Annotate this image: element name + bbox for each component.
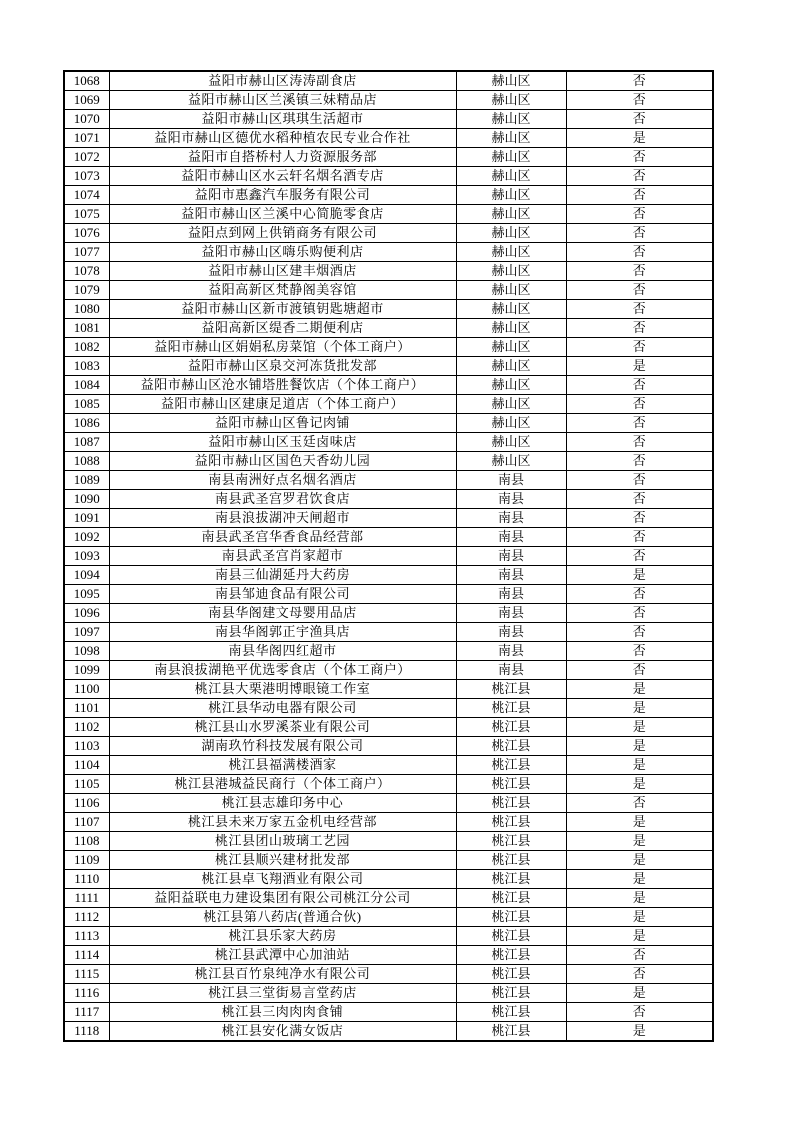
table-row [64, 528, 713, 547]
business-name-cell: 南县武圣宫罗君饮食店 [109, 490, 456, 509]
district-cell: 南县 [456, 509, 566, 528]
flag-cell: 否 [566, 794, 713, 813]
business-name-cell: 益阳市赫山区建丰烟酒店 [109, 262, 456, 281]
business-list-table [63, 70, 714, 1042]
table-row [64, 775, 713, 794]
business-name-cell: 南县三仙湖延丹大药房 [109, 566, 456, 585]
district-cell: 赫山区 [456, 433, 566, 452]
table-row [64, 319, 713, 338]
row-number-cell: 1071 [64, 129, 109, 148]
row-number-cell: 1108 [64, 832, 109, 851]
flag-cell: 是 [566, 984, 713, 1003]
table-row [64, 756, 713, 775]
district-cell: 赫山区 [456, 186, 566, 205]
table-row [64, 224, 713, 243]
business-name-cell: 益阳高新区缇香二期便利店 [109, 319, 456, 338]
table-row [64, 794, 713, 813]
row-number-cell: 1087 [64, 433, 109, 452]
row-number-cell: 1118 [64, 1022, 109, 1042]
business-name-cell: 桃江县三肉肉肉食铺 [109, 1003, 456, 1022]
district-cell: 桃江县 [456, 775, 566, 794]
flag-cell: 否 [566, 395, 713, 414]
business-name-cell: 桃江县团山玻璃工艺园 [109, 832, 456, 851]
business-name-cell: 桃江县未来万家五金机电经营部 [109, 813, 456, 832]
flag-cell: 否 [566, 509, 713, 528]
row-number-cell: 1104 [64, 756, 109, 775]
table-row [64, 281, 713, 300]
flag-cell: 否 [566, 167, 713, 186]
table-row [64, 699, 713, 718]
row-number-cell: 1097 [64, 623, 109, 642]
row-number-cell: 1070 [64, 110, 109, 129]
row-number-cell: 1069 [64, 91, 109, 110]
row-number-cell: 1080 [64, 300, 109, 319]
district-cell: 桃江县 [456, 680, 566, 699]
flag-cell: 是 [566, 870, 713, 889]
row-number-cell: 1093 [64, 547, 109, 566]
district-cell: 赫山区 [456, 300, 566, 319]
district-cell: 桃江县 [456, 813, 566, 832]
flag-cell: 否 [566, 186, 713, 205]
district-cell: 桃江县 [456, 718, 566, 737]
table-row [64, 262, 713, 281]
district-cell: 桃江县 [456, 794, 566, 813]
row-number-cell: 1095 [64, 585, 109, 604]
business-name-cell: 桃江县百竹泉纯净水有限公司 [109, 965, 456, 984]
row-number-cell: 1110 [64, 870, 109, 889]
flag-cell: 否 [566, 205, 713, 224]
table-row [64, 490, 713, 509]
business-name-cell: 桃江县山水罗溪茶业有限公司 [109, 718, 456, 737]
district-cell: 南县 [456, 490, 566, 509]
flag-cell: 否 [566, 623, 713, 642]
flag-cell: 是 [566, 756, 713, 775]
business-name-cell: 南县武圣宫华香食品经营部 [109, 528, 456, 547]
row-number-cell: 1073 [64, 167, 109, 186]
row-number-cell: 1088 [64, 452, 109, 471]
row-number-cell: 1103 [64, 737, 109, 756]
district-cell: 南县 [456, 566, 566, 585]
row-number-cell: 1090 [64, 490, 109, 509]
district-cell: 赫山区 [456, 357, 566, 376]
business-name-cell: 湖南玖竹科技发展有限公司 [109, 737, 456, 756]
table-row [64, 661, 713, 680]
district-cell: 桃江县 [456, 889, 566, 908]
business-name-cell: 桃江县三堂街易言堂药店 [109, 984, 456, 1003]
business-name-cell: 桃江县安化满女饭店 [109, 1022, 456, 1042]
row-number-cell: 1086 [64, 414, 109, 433]
flag-cell: 是 [566, 813, 713, 832]
flag-cell: 否 [566, 946, 713, 965]
flag-cell: 否 [566, 965, 713, 984]
table-row [64, 129, 713, 148]
business-name-cell: 桃江县乐家大药房 [109, 927, 456, 946]
table-row [64, 946, 713, 965]
flag-cell: 是 [566, 1022, 713, 1042]
business-name-cell: 益阳益联电力建设集团有限公司桃江分公司 [109, 889, 456, 908]
business-name-cell: 南县邹迪食品有限公司 [109, 585, 456, 604]
business-name-cell: 桃江县顺兴建材批发部 [109, 851, 456, 870]
table-row [64, 585, 713, 604]
district-cell: 南县 [456, 585, 566, 604]
flag-cell: 否 [566, 262, 713, 281]
business-name-cell: 桃江县大栗港明博眼镜工作室 [109, 680, 456, 699]
business-name-cell: 桃江县福满楼酒家 [109, 756, 456, 775]
row-number-cell: 1115 [64, 965, 109, 984]
flag-cell: 是 [566, 851, 713, 870]
flag-cell: 否 [566, 414, 713, 433]
table-row [64, 1022, 713, 1042]
table-row [64, 395, 713, 414]
district-cell: 赫山区 [456, 91, 566, 110]
business-name-cell: 桃江县港城益民商行（个体工商户） [109, 775, 456, 794]
district-cell: 桃江县 [456, 965, 566, 984]
district-cell: 赫山区 [456, 110, 566, 129]
row-number-cell: 1074 [64, 186, 109, 205]
business-name-cell: 益阳市惠鑫汽车服务有限公司 [109, 186, 456, 205]
business-name-cell: 桃江县卓飞翔酒业有限公司 [109, 870, 456, 889]
table-row [64, 376, 713, 395]
business-name-cell: 南县华阁四红超市 [109, 642, 456, 661]
table-row [64, 338, 713, 357]
flag-cell: 否 [566, 243, 713, 262]
business-name-cell: 益阳市赫山区涛涛副食店 [109, 71, 456, 91]
business-name-cell: 南县浪拔湖冲天闸超市 [109, 509, 456, 528]
flag-cell: 否 [566, 319, 713, 338]
table-row [64, 851, 713, 870]
table-row [64, 205, 713, 224]
row-number-cell: 1101 [64, 699, 109, 718]
row-number-cell: 1117 [64, 1003, 109, 1022]
table-row [64, 908, 713, 927]
table-row [64, 604, 713, 623]
business-name-cell: 桃江县武潭中心加油站 [109, 946, 456, 965]
table-row [64, 186, 713, 205]
row-number-cell: 1098 [64, 642, 109, 661]
district-cell: 南县 [456, 471, 566, 490]
flag-cell: 否 [566, 300, 713, 319]
flag-cell: 否 [566, 585, 713, 604]
business-name-cell: 益阳市赫山区水云轩名烟名酒专店 [109, 167, 456, 186]
business-name-cell: 桃江县第八药店(普通合伙) [109, 908, 456, 927]
table-row [64, 91, 713, 110]
table-row [64, 889, 713, 908]
row-number-cell: 1075 [64, 205, 109, 224]
flag-cell: 是 [566, 832, 713, 851]
table-row [64, 718, 713, 737]
row-number-cell: 1106 [64, 794, 109, 813]
business-name-cell: 南县华阁郭正宇渔具店 [109, 623, 456, 642]
row-number-cell: 1084 [64, 376, 109, 395]
table-row [64, 167, 713, 186]
district-cell: 赫山区 [456, 338, 566, 357]
row-number-cell: 1109 [64, 851, 109, 870]
business-name-cell: 益阳市赫山区兰溪中心简脆零食店 [109, 205, 456, 224]
table-row [64, 433, 713, 452]
table-row [64, 452, 713, 471]
flag-cell: 否 [566, 661, 713, 680]
district-cell: 桃江县 [456, 908, 566, 927]
row-number-cell: 1102 [64, 718, 109, 737]
table-body [64, 71, 713, 1041]
row-number-cell: 1107 [64, 813, 109, 832]
flag-cell: 否 [566, 642, 713, 661]
district-cell: 赫山区 [456, 224, 566, 243]
row-number-cell: 1077 [64, 243, 109, 262]
table-row [64, 148, 713, 167]
row-number-cell: 1079 [64, 281, 109, 300]
row-number-cell: 1111 [64, 889, 109, 908]
table-row [64, 1003, 713, 1022]
flag-cell: 否 [566, 452, 713, 471]
table-row [64, 737, 713, 756]
row-number-cell: 1092 [64, 528, 109, 547]
flag-cell: 否 [566, 148, 713, 167]
district-cell: 桃江县 [456, 832, 566, 851]
row-number-cell: 1116 [64, 984, 109, 1003]
district-cell: 赫山区 [456, 129, 566, 148]
table-row [64, 471, 713, 490]
row-number-cell: 1114 [64, 946, 109, 965]
district-cell: 桃江县 [456, 1003, 566, 1022]
row-number-cell: 1085 [64, 395, 109, 414]
flag-cell: 否 [566, 471, 713, 490]
table-row [64, 813, 713, 832]
table-row [64, 414, 713, 433]
flag-cell: 是 [566, 718, 713, 737]
business-name-cell: 益阳市赫山区沧水铺塔胜餐饮店（个体工商户） [109, 376, 456, 395]
business-name-cell: 益阳高新区梵静阁美容馆 [109, 281, 456, 300]
table-row [64, 357, 713, 376]
business-name-cell: 益阳市赫山区泉交河冻货批发部 [109, 357, 456, 376]
flag-cell: 是 [566, 889, 713, 908]
flag-cell: 否 [566, 376, 713, 395]
flag-cell: 否 [566, 91, 713, 110]
table-row [64, 547, 713, 566]
table-row [64, 509, 713, 528]
business-name-cell: 益阳市赫山区鲁记肉铺 [109, 414, 456, 433]
district-cell: 南县 [456, 547, 566, 566]
district-cell: 桃江县 [456, 699, 566, 718]
flag-cell: 是 [566, 927, 713, 946]
flag-cell: 是 [566, 908, 713, 927]
district-cell: 南县 [456, 642, 566, 661]
row-number-cell: 1091 [64, 509, 109, 528]
table-row [64, 870, 713, 889]
business-name-cell: 益阳市赫山区德优水稻种植农民专业合作社 [109, 129, 456, 148]
business-name-cell: 益阳市赫山区新市渡镇钥匙塘超市 [109, 300, 456, 319]
business-name-cell: 益阳点到网上供销商务有限公司 [109, 224, 456, 243]
row-number-cell: 1078 [64, 262, 109, 281]
row-number-cell: 1113 [64, 927, 109, 946]
row-number-cell: 1099 [64, 661, 109, 680]
row-number-cell: 1082 [64, 338, 109, 357]
district-cell: 赫山区 [456, 205, 566, 224]
business-name-cell: 益阳市赫山区嗨乐购便利店 [109, 243, 456, 262]
flag-cell: 否 [566, 338, 713, 357]
flag-cell: 是 [566, 775, 713, 794]
business-name-cell: 益阳市赫山区玉廷卤味店 [109, 433, 456, 452]
district-cell: 桃江县 [456, 984, 566, 1003]
district-cell: 南县 [456, 528, 566, 547]
table-row [64, 680, 713, 699]
district-cell: 桃江县 [456, 851, 566, 870]
business-name-cell: 桃江县华动电器有限公司 [109, 699, 456, 718]
flag-cell: 否 [566, 433, 713, 452]
row-number-cell: 1100 [64, 680, 109, 699]
business-name-cell: 益阳市赫山区国色天香幼儿园 [109, 452, 456, 471]
table-row [64, 832, 713, 851]
district-cell: 赫山区 [456, 319, 566, 338]
district-cell: 赫山区 [456, 395, 566, 414]
row-number-cell: 1081 [64, 319, 109, 338]
flag-cell: 否 [566, 110, 713, 129]
district-cell: 赫山区 [456, 281, 566, 300]
table-row [64, 984, 713, 1003]
district-cell: 桃江县 [456, 756, 566, 775]
district-cell: 南县 [456, 623, 566, 642]
district-cell: 赫山区 [456, 167, 566, 186]
business-name-cell: 益阳市赫山区建康足道店（个体工商户） [109, 395, 456, 414]
row-number-cell: 1068 [64, 71, 109, 91]
flag-cell: 否 [566, 71, 713, 91]
flag-cell: 是 [566, 566, 713, 585]
business-name-cell: 南县武圣宫肖家超市 [109, 547, 456, 566]
flag-cell: 否 [566, 490, 713, 509]
district-cell: 赫山区 [456, 414, 566, 433]
table-row [64, 965, 713, 984]
row-number-cell: 1112 [64, 908, 109, 927]
flag-cell: 否 [566, 281, 713, 300]
table-row [64, 566, 713, 585]
flag-cell: 否 [566, 528, 713, 547]
row-number-cell: 1072 [64, 148, 109, 167]
row-number-cell: 1105 [64, 775, 109, 794]
table-row [64, 300, 713, 319]
row-number-cell: 1094 [64, 566, 109, 585]
business-name-cell: 益阳市赫山区琪琪生活超市 [109, 110, 456, 129]
flag-cell: 是 [566, 699, 713, 718]
district-cell: 桃江县 [456, 927, 566, 946]
district-cell: 桃江县 [456, 1022, 566, 1042]
business-name-cell: 南县浪拔湖艳平优选零食店（个体工商户） [109, 661, 456, 680]
district-cell: 赫山区 [456, 243, 566, 262]
flag-cell: 是 [566, 737, 713, 756]
flag-cell: 是 [566, 680, 713, 699]
business-name-cell: 益阳市赫山区娟娟私房菜馆（个体工商户） [109, 338, 456, 357]
business-name-cell: 南县华阁建文母婴用品店 [109, 604, 456, 623]
business-name-cell: 桃江县志雄印务中心 [109, 794, 456, 813]
table-row [64, 927, 713, 946]
district-cell: 桃江县 [456, 737, 566, 756]
table-row [64, 623, 713, 642]
flag-cell: 否 [566, 547, 713, 566]
business-name-cell: 益阳市自搭桥村人力资源服务部 [109, 148, 456, 167]
table-row [64, 642, 713, 661]
table-row [64, 110, 713, 129]
flag-cell: 否 [566, 604, 713, 623]
district-cell: 赫山区 [456, 148, 566, 167]
table-row [64, 243, 713, 262]
flag-cell: 否 [566, 224, 713, 243]
row-number-cell: 1089 [64, 471, 109, 490]
district-cell: 赫山区 [456, 262, 566, 281]
district-cell: 桃江县 [456, 946, 566, 965]
district-cell: 赫山区 [456, 71, 566, 91]
row-number-cell: 1096 [64, 604, 109, 623]
district-cell: 赫山区 [456, 376, 566, 395]
flag-cell: 是 [566, 357, 713, 376]
table-row [64, 71, 713, 91]
district-cell: 赫山区 [456, 452, 566, 471]
flag-cell: 是 [566, 129, 713, 148]
row-number-cell: 1076 [64, 224, 109, 243]
business-name-cell: 南县南洲好点名烟名酒店 [109, 471, 456, 490]
flag-cell: 否 [566, 1003, 713, 1022]
district-cell: 南县 [456, 661, 566, 680]
row-number-cell: 1083 [64, 357, 109, 376]
business-name-cell: 益阳市赫山区兰溪镇三妹精品店 [109, 91, 456, 110]
district-cell: 桃江县 [456, 870, 566, 889]
district-cell: 南县 [456, 604, 566, 623]
